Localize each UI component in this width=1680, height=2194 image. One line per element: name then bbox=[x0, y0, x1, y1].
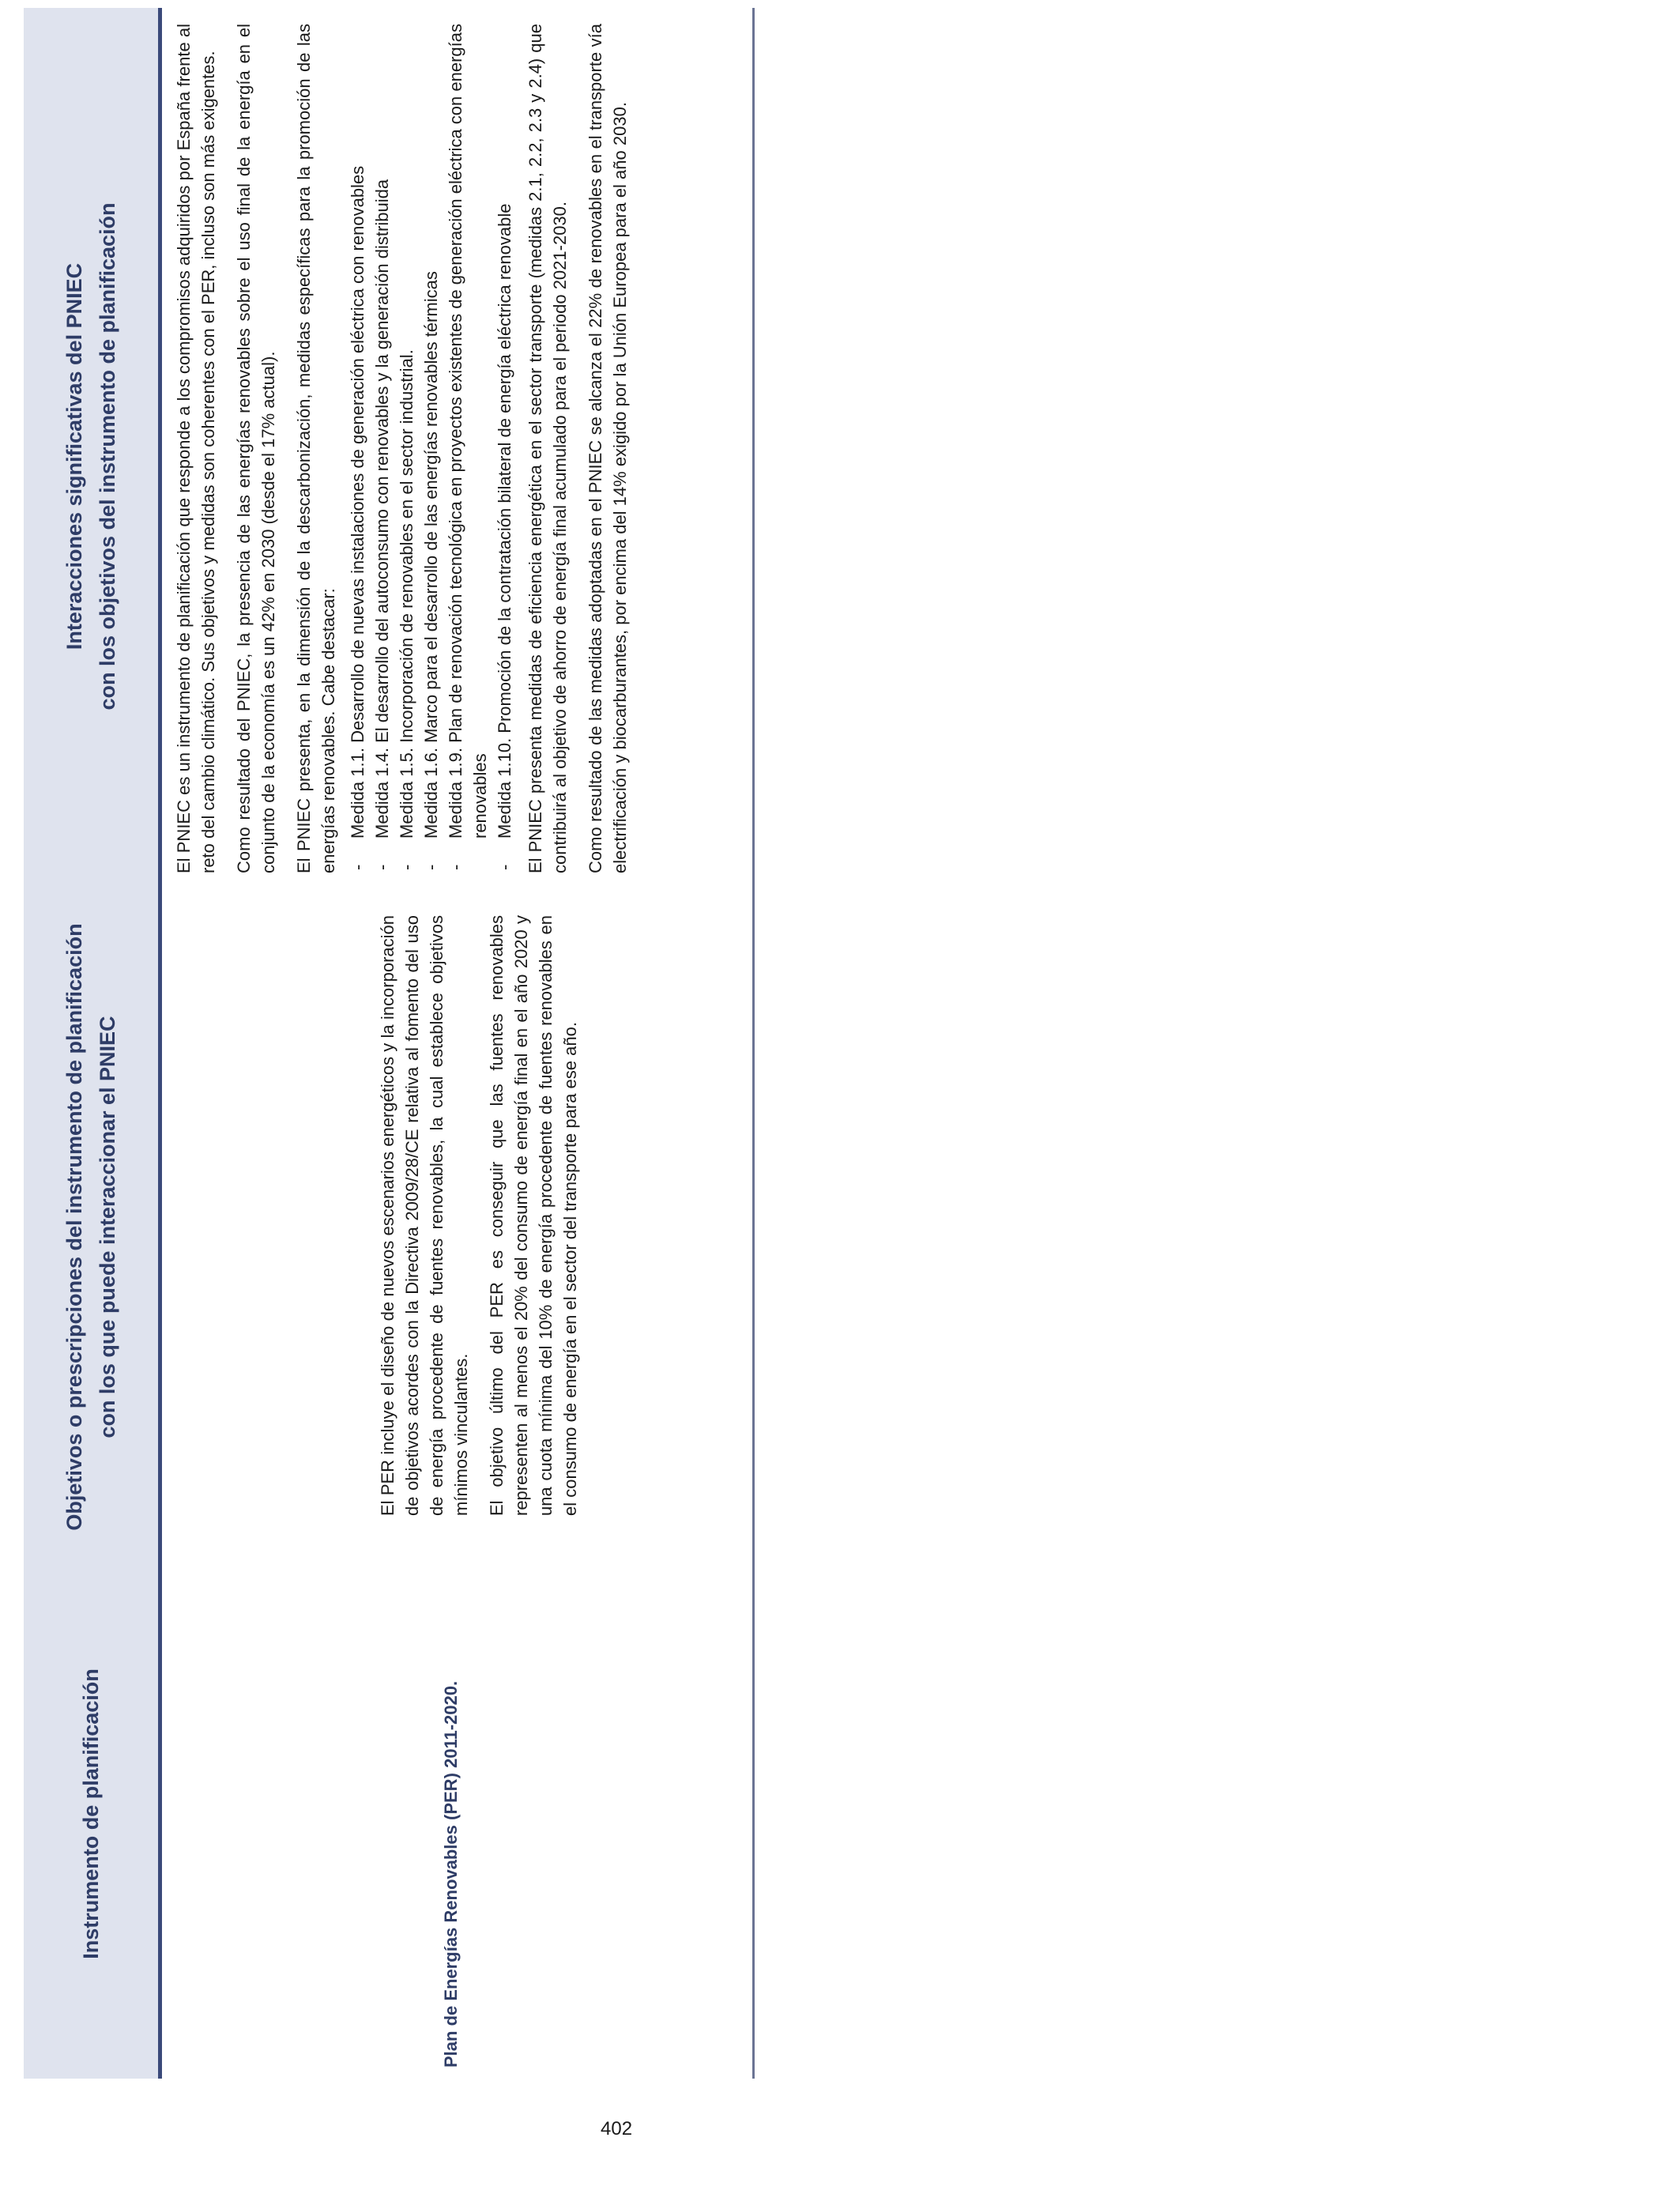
header-interactions-line2: con los objetivos del instrumento de planificación bbox=[96, 202, 119, 711]
list-item: - Medida 1.5. Incorporación de renovables en el sector industrial. bbox=[394, 24, 419, 873]
objective-paragraph: El objetivo último del PER es conseguir que las fuentes renovables representen al menos el 20% del consumo de energía final en el año 2020 y una cuota mínima del 10% de energía procedente de fuentes renovables en el consumo de energía en el sector del transporte para ese año. bbox=[487, 915, 580, 1516]
instrument-cell: Plan de Energías Renovables (PER) 2011-2020. bbox=[441, 1680, 461, 2068]
objectives-cell bbox=[375, 915, 593, 1516]
objective-paragraph: El PER incluye el diseño de nuevos escenarios energéticos y la incorporación de objetivos acordes con la Directiva 2009/28/CE relativa al fomento del uso de energía procedente de fuentes renovables, la cual establece objetivos mínimos vinculantes. bbox=[378, 915, 471, 1516]
page-number: 402 bbox=[601, 2118, 633, 2139]
header-objectives bbox=[24, 905, 158, 1549]
list-item: - Medida 1.9. Plan de renovación tecnológica en proyectos existentes de generación eléctrica con energías renovables bbox=[443, 24, 492, 873]
interactions-cell bbox=[171, 24, 643, 873]
interaction-paragraph: El PNIEC presenta medidas de eficiencia energética en el sector transporte (medidas 2.1, 2.2, 2.3 y 2.4) que contribuirá al objetivo de ahorro de energía final acumulado para el periodo 2021-2030. bbox=[525, 24, 570, 873]
interaction-paragraph: Como resultado de las medidas adoptadas en el PNIEC se alcanza el 22% de renovables en el transporte vía electrificación y biocarburantes, por encima del 14% exigido por la Unión Europea para el año 2030. bbox=[586, 24, 630, 873]
interaction-paragraph: El PNIEC es un instrumento de planificación que responde a los compromisos adquiridos por España frente al reto del cambio climático. Sus objetivos y medidas son coherentes con el PER, incluso son más exigentes. bbox=[174, 24, 218, 873]
table-header bbox=[24, 8, 162, 2079]
interaction-paragraph: El PNIEC presenta, en la dimensión de la descarbonización, medidas específicas para la promoción de las energías renovables. Cabe destacar: bbox=[294, 24, 338, 873]
rotated-table bbox=[24, 8, 759, 2079]
header-interactions-line1: Interacciones significativas del PNIEC bbox=[62, 262, 86, 650]
table-row bbox=[162, 8, 755, 2079]
header-objectives-line1: Objetivos o prescripciones del instrumento de planificación bbox=[62, 923, 86, 1531]
header-instrument-label: Instrumento de planificación bbox=[79, 1668, 103, 1959]
interaction-paragraph: Como resultado del PNIEC, la presencia de las energías renovables sobre el uso final de la energía en el conjunto de la economía es un 42% en 2030 (desde el 17% actual). bbox=[234, 24, 278, 873]
table-bottom-rule bbox=[752, 8, 755, 2079]
list-item: - Medida 1.10. Promoción de la contratación bilateral de energía eléctrica renovable bbox=[492, 24, 517, 873]
list-item: - Medida 1.4. El desarrollo del autoconsumo con renovables y la generación distribuida bbox=[370, 24, 394, 873]
header-instrument bbox=[24, 1549, 158, 2079]
header-objectives-line2: con los que puede interaccionar el PNIEC bbox=[96, 1016, 119, 1438]
list-item: - Medida 1.6. Marco para el desarrollo de las energías renovables térmicas bbox=[419, 24, 443, 873]
list-item: - Medida 1.1. Desarrollo de nuevas instalaciones de generación eléctrica con renovables bbox=[345, 24, 370, 873]
measures-list bbox=[345, 24, 517, 873]
header-interactions bbox=[24, 8, 158, 905]
